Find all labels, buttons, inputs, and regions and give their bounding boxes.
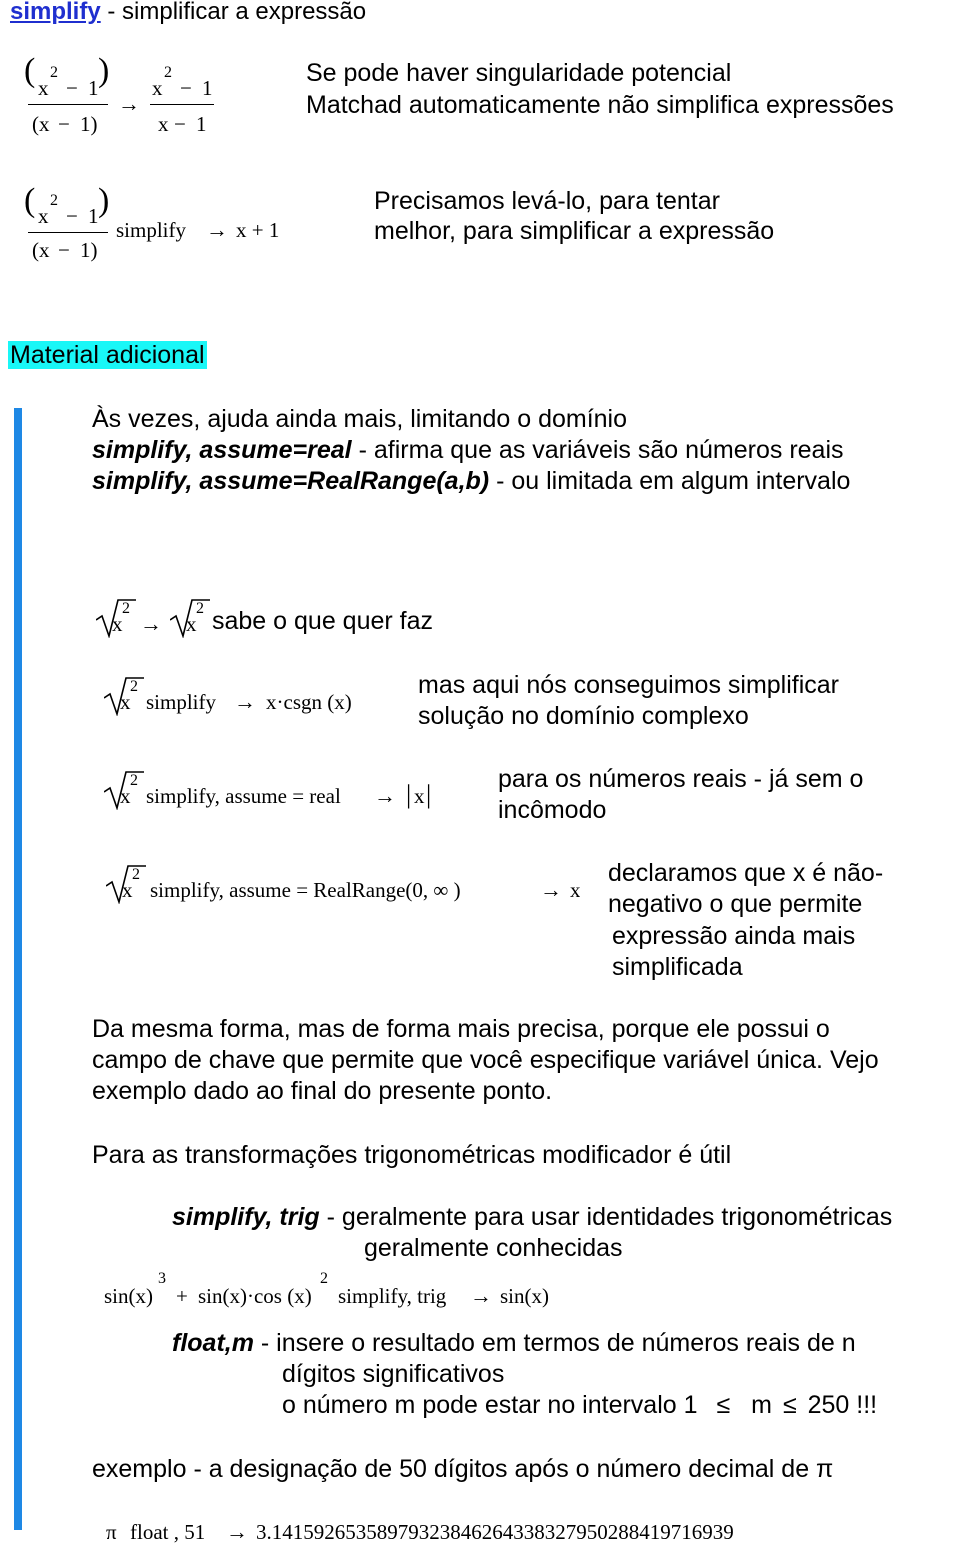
sqrt-b-exp: 2 bbox=[130, 678, 138, 695]
pi-float-command: float , 51 bbox=[130, 1520, 206, 1544]
minus-sign: − bbox=[66, 76, 78, 100]
sqrt-d-note-line1: declaramos que x é não- bbox=[608, 859, 884, 887]
right-paren: ) bbox=[98, 52, 110, 89]
ex2-note-line2: melhor, para simplificar a expressão bbox=[374, 217, 775, 245]
assume-range-command: simplify, assume=RealRange(a,b) bbox=[92, 467, 490, 495]
float-description-line1 bbox=[172, 1328, 856, 1359]
trig-expr-b-exp: 2 bbox=[320, 1270, 328, 1287]
right-arrow-icon: → bbox=[234, 689, 256, 714]
sqrt-c-var: x bbox=[120, 784, 131, 808]
less-equal-sign: ≤ bbox=[716, 1391, 731, 1419]
float-description: - insere o resultado em termos de números reais de n bbox=[253, 1329, 856, 1357]
plus-sign: + bbox=[176, 1284, 188, 1308]
assume-real-command: simplify, assume=real bbox=[92, 436, 352, 464]
section-heading bbox=[8, 340, 207, 371]
assume-range-line bbox=[92, 466, 850, 497]
sqrt-d-exp: 2 bbox=[132, 866, 140, 883]
ex1-num-var: x bbox=[38, 76, 49, 100]
trig-expr-result: sin(x) bbox=[500, 1284, 549, 1308]
sqrt-a-var: x bbox=[112, 612, 123, 636]
sqrt-c-result: x bbox=[414, 784, 425, 808]
ex2-den: (x bbox=[32, 238, 50, 262]
right-arrow-icon: → bbox=[140, 611, 162, 636]
ex2-num-tail: 1 bbox=[88, 204, 99, 228]
section-title: Material adicional bbox=[10, 341, 205, 369]
simplify-keyword-link[interactable]: simplify bbox=[10, 0, 101, 25]
sqrt-d-var: x bbox=[122, 878, 133, 902]
float-description-line3 bbox=[282, 1390, 877, 1421]
sqrt-d-note-line2: negativo o que permite bbox=[608, 890, 863, 918]
ex2-note-line1: Precisamos levá-lo, para tentar bbox=[374, 187, 720, 215]
trig-description: - geralmente para usar identidades trigonométricas bbox=[319, 1203, 893, 1231]
ex1-den-tail: 1) bbox=[80, 112, 98, 136]
ex2-num-var: x bbox=[38, 204, 49, 228]
pi-result-clip bbox=[256, 1518, 818, 1544]
minus-sign: − bbox=[66, 204, 78, 228]
sqrt-c-note-line1: para os números reais - já sem o bbox=[498, 765, 864, 793]
abs-bar-right: | bbox=[426, 780, 432, 809]
intro-line: Às vezes, ajuda ainda mais, limitando o domínio bbox=[92, 405, 628, 433]
trig-expr-a: sin(x) bbox=[104, 1284, 153, 1308]
page-title bbox=[10, 0, 366, 26]
sqrt-b-note-line1: mas aqui nós conseguimos simplificar bbox=[418, 671, 840, 699]
ex1-num-exp: 2 bbox=[50, 64, 58, 81]
float-command: float,m bbox=[172, 1329, 254, 1357]
minus-sign: − bbox=[58, 112, 70, 136]
left-paren: ( bbox=[24, 182, 36, 219]
less-equal-sign: ≤ bbox=[782, 1391, 797, 1419]
assume-range-description: - ou limitada em algum intervalo bbox=[489, 467, 851, 495]
margin-bar bbox=[14, 408, 22, 1530]
page-title-description: - simplificar a expressão bbox=[100, 0, 367, 25]
ex1-note-line1: Se pode haver singularidade potencial bbox=[306, 59, 732, 87]
sqrt-b-var: x bbox=[120, 690, 131, 714]
abs-bar-left: | bbox=[406, 780, 412, 809]
fraction-bar bbox=[150, 104, 214, 105]
sqrt-c-command: simplify, assume = real bbox=[146, 784, 341, 808]
ex1-rhs-num-exp: 2 bbox=[164, 64, 172, 81]
ex1-rhs-num-tail: 1 bbox=[202, 76, 213, 100]
sqrt-a-exp: 2 bbox=[122, 600, 130, 617]
float-description-line2: dígitos significativos bbox=[282, 1360, 505, 1388]
trig-expr-a-exp: 3 bbox=[158, 1270, 166, 1287]
ex2-den-tail: 1) bbox=[80, 238, 98, 262]
assume-real-line bbox=[92, 435, 844, 466]
sqrt-d-result-clip bbox=[570, 872, 580, 904]
right-arrow-icon: → bbox=[206, 217, 228, 242]
trig-description-line2: geralmente conhecidas bbox=[364, 1234, 623, 1262]
sqrt-d-note-line4: simplificada bbox=[612, 953, 743, 981]
ex1-rhs-num-var: x bbox=[152, 76, 163, 100]
sqrt-a-note: sabe o que quer faz bbox=[212, 607, 433, 635]
trig-expr-command: simplify, trig bbox=[338, 1284, 447, 1308]
right-arrow-icon: → bbox=[540, 877, 562, 902]
minus-sign: − bbox=[58, 238, 70, 262]
fraction-bar bbox=[28, 104, 108, 105]
pi-example-text: exemplo - a designação de 50 dígitos após o número decimal de π bbox=[92, 1455, 834, 1483]
float-range-max: 250 !!! bbox=[807, 1391, 878, 1419]
float-range-m: m bbox=[751, 1391, 772, 1419]
sqrt-b-result: x·csgn (x) bbox=[266, 690, 352, 714]
pi-symbol: π bbox=[106, 1520, 117, 1544]
ex1-num-tail: 1 bbox=[88, 76, 99, 100]
sqrt-b-command: simplify bbox=[146, 690, 217, 714]
ex1-note-line2: Matchad automaticamente não simplifica expressões bbox=[306, 91, 894, 119]
ex1-rhs-den: x bbox=[158, 112, 169, 136]
ex2-result: x + 1 bbox=[236, 218, 280, 242]
float-range-text: o número m pode estar no intervalo 1 bbox=[282, 1391, 698, 1419]
ex2-command: simplify bbox=[116, 218, 187, 242]
sqrt-a-result-exp: 2 bbox=[196, 600, 204, 617]
sqrt-b-note-line2: solução no domínio complexo bbox=[418, 702, 749, 730]
ex1-den: (x bbox=[32, 112, 50, 136]
ex1-rhs-den-tail: 1 bbox=[196, 112, 207, 136]
right-arrow-icon: → bbox=[470, 1283, 492, 1308]
assume-real-description: - afirma que as variáveis são números reais bbox=[351, 436, 844, 464]
fraction-bar bbox=[28, 232, 108, 233]
paragraph-1-line3: exemplo dado ao final do presente ponto. bbox=[92, 1077, 553, 1105]
paragraph-1-line1: Da mesma forma, mas de forma mais precisa, porque ele possui o bbox=[92, 1015, 830, 1043]
trig-command: simplify, trig bbox=[172, 1203, 320, 1231]
trig-expr-b: sin(x)·cos (x) bbox=[198, 1284, 312, 1308]
sqrt-c-exp: 2 bbox=[130, 772, 138, 789]
minus-sign: − bbox=[180, 76, 192, 100]
left-paren: ( bbox=[24, 52, 36, 89]
paragraph-2: Para as transformações trigonométricas modificador é útil bbox=[92, 1141, 732, 1169]
minus-sign: − bbox=[174, 112, 186, 136]
sqrt-d-command: simplify, assume = RealRange(0, ∞ ) bbox=[150, 878, 461, 902]
right-arrow-icon: → bbox=[226, 1519, 248, 1544]
right-arrow-icon: → bbox=[374, 783, 396, 808]
right-paren: ) bbox=[98, 182, 110, 219]
trig-description-line1 bbox=[172, 1202, 892, 1233]
sqrt-a-result-var: x bbox=[186, 612, 197, 636]
pi-result: 3.14159265358979323846264338327950288419716939 bbox=[256, 1520, 734, 1544]
right-arrow-icon: → bbox=[118, 91, 140, 116]
sqrt-d-note-line3: expressão ainda mais bbox=[612, 922, 856, 950]
paragraph-1-line2: campo de chave que permite que você especifique variável única. Vejo bbox=[92, 1046, 879, 1074]
sqrt-d-result: x bbox=[570, 878, 580, 902]
sqrt-c-note-line2: incômodo bbox=[498, 796, 607, 824]
ex2-num-exp: 2 bbox=[50, 192, 58, 209]
